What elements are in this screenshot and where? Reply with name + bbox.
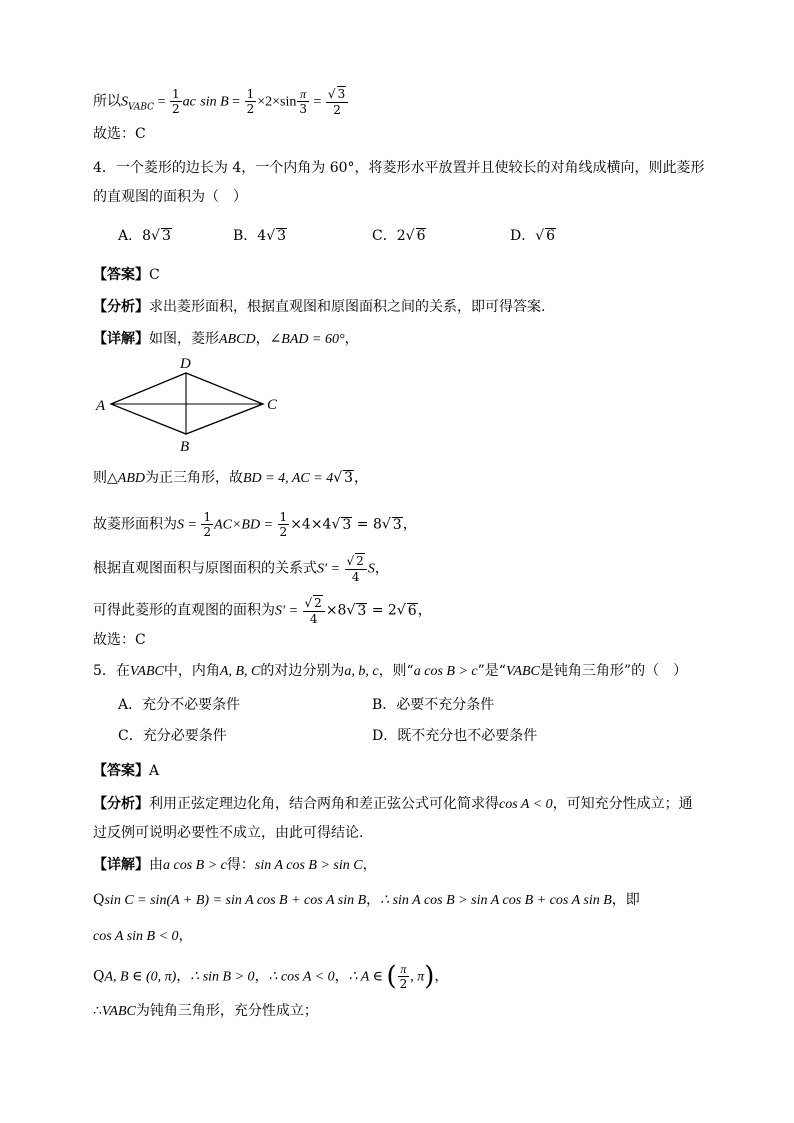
q4-option-a: A．8√ 3 [118,228,171,244]
option-label: C． [372,228,397,244]
text: ，则“ [378,663,414,679]
radicand: 3 [342,516,352,533]
q5-detail-2 [93,890,640,911]
numerator: 1 [203,510,212,524]
option-text: 必要不充分条件 [396,697,495,713]
option-label: A． [118,228,143,244]
fraction-pi-2 [398,962,410,991]
denominator: 4 [351,570,360,584]
text: ， [362,857,377,873]
q5-detail-4: QA, B ∈ (0, π)，∴ sin B > 0，∴ cos A < 0，∴ A ∈ ( $\frac{\pi}{2}$ , π)， [93,961,449,992]
analysis-tag: 【分析】 [93,299,149,315]
option-label: B． [233,228,258,244]
term: a cos B > c [163,858,227,873]
q4-stem-line-1: 4．一个菱形的边长为 4，一个内角为 60°，将菱形水平放置并且使较长的对角线成横向，则此菱形 [93,160,705,176]
choice-line-1: 故选：C [93,126,146,142]
term: ∴ A ∈ [348,969,387,985]
coefficient: 8 [142,228,152,244]
term: , π [410,969,425,985]
text: Q [93,892,105,908]
denominator: 2 [399,977,408,991]
fraction-root2-4: $\frac{√ 2}{4}$ [303,595,325,626]
option-label: A． [118,697,143,713]
radicand: 3 [344,470,354,486]
term: VABC [101,1004,136,1019]
text: ， [417,602,432,619]
radicand: 2 [356,554,364,568]
option-text: 既不充分也不必要条件 [397,728,538,744]
area-formula-line [93,86,349,118]
text: ， [176,968,191,985]
q5-option-b [372,695,494,715]
label-c: C [267,397,278,413]
term: S′ = [275,603,302,619]
text: 是钝角三角形”的（ ） [539,663,688,679]
q5-option-a [118,695,240,715]
option-text: 充分不必要条件 [142,697,241,713]
coefficient: 4 [257,228,267,244]
equals: = [310,94,325,110]
q4-analysis-line [93,297,545,317]
text: Q [93,968,105,985]
fraction-half-2 [245,87,257,116]
term: sin A cos B > sin C [254,858,363,873]
radicand: 2 [314,596,322,610]
q4-option-d: D．√ 6 [510,228,556,244]
term: = 2 [367,602,397,619]
radicand: 3 [357,602,367,619]
q5-analysis-line-2: 过反例可说明必要性不成立，由此可得结论. [93,825,364,841]
q4-step-2: 故菱形面积为S = $\frac{1}{2}$ AC×BD = $\frac{1}{2}$ ×4×4√ 3 = 8√ 3， [93,510,417,539]
q4-final-choice: 故选：C [93,632,146,648]
answer-value: C [149,267,160,283]
term: ∴ cos A < 0 [268,969,335,985]
term: AC×BD = [214,517,277,533]
q4-option-c: C．2√ 6 [372,228,426,244]
denominator: 2 [203,525,212,539]
equals: = [228,94,244,110]
answer-tag: 【答案】 [93,267,149,283]
fraction-half-2 [278,510,290,539]
text: 根据直观图面积与原图面积的关系式 [93,560,317,577]
q5-detail-1 [93,855,377,876]
q4-answer-line [93,265,160,285]
text: 中，内角 [163,663,220,679]
option-label: C． [118,728,143,744]
text: 可得此菱形的直观图的面积为 [93,602,275,619]
q5-option-d [372,726,537,746]
radicand: 3 [161,228,171,244]
text: 由 [149,857,163,873]
q4-step-3 [93,553,389,584]
denominator: 2 [246,102,255,116]
denominator: 2 [279,525,288,539]
term: sin B [200,94,229,110]
text: ∴ [93,1003,102,1019]
term: BD = 4, AC = 4 [243,471,334,486]
text: ， [374,560,389,577]
fraction-half [170,87,182,116]
text-prefix: 所以 [93,93,121,110]
label-a: A [96,398,106,414]
q4-step-1: 则△ABD为正三角形，故BD = 4, AC = 4√ 3， [93,470,369,486]
text: 如图，菱形 [149,331,219,347]
option-label: D． [372,728,398,744]
label-d: D [180,356,191,372]
term: A, B ∈ (0, π) [104,969,177,985]
text: ， [254,968,269,985]
denominator: 2 [171,102,180,116]
term: ABCD [219,332,256,347]
option-label: D． [510,228,536,244]
text: 5．在 [93,663,130,679]
numerator: 1 [171,87,180,101]
text: ， [255,331,270,347]
label-b: B [180,439,190,454]
term: cos A < 0 [499,797,553,812]
text: 利用正弦定理边化角，结合两角和差正弦公式可化简求得 [149,796,499,812]
fraction-root2-4: $\frac{√ 2}{4}$ [345,553,367,584]
fraction-pi-3 [297,87,309,116]
term: cos A sin B < 0 [93,929,179,944]
numerator: 1 [246,87,255,101]
term: sin C = sin(A + B) = sin A cos B + cos A sin B [104,893,367,908]
option-label: B． [372,697,397,713]
area-symbol: S [121,94,128,110]
q5-answer-line [93,761,159,781]
text: 的对边分别为 [260,663,345,679]
option-text: 充分必要条件 [142,728,227,744]
term: ABD [117,471,145,486]
term: S [367,561,375,577]
analysis-tag: 【分析】 [93,796,149,812]
q5-option-c [118,726,227,746]
denominator: 4 [309,612,318,626]
text: ，可知充分性成立；通 [552,796,693,812]
fraction-root3-2: $\frac{√ 3}{2}$ [326,86,348,117]
radicand: 3 [277,228,287,244]
answer-value: A [149,763,160,779]
subscript: VABC [128,102,155,113]
detail-tag: 【详解】 [93,857,149,873]
denominator: 2 [333,103,341,117]
text: 则△ [93,470,118,486]
radicand: 6 [416,228,426,244]
numerator: 1 [279,510,288,524]
text: ， [344,331,359,347]
text: ，即 [611,892,640,908]
term: ∴ sin B > 0 [190,969,255,985]
answer-tag: 【答案】 [93,763,149,779]
q5-detail-3 [93,926,193,947]
term: ×8 [325,602,347,619]
denominator: 3 [299,102,307,116]
coefficient: 2 [396,228,406,244]
term: ×4×4 [290,516,332,533]
radicand: 3 [337,87,346,101]
detail-tag: 【详解】 [93,331,149,347]
rhombus-figure [93,354,293,454]
q4-step-4: 可得此菱形的直观图的面积为S′ = $\frac{√ 2}{4}$ ×8√ 3 = 2√ 6， [93,596,432,626]
text: ， [354,470,369,486]
analysis-text: 求出菱形面积，根据直观图和原图面积之间的关系，即可得答案. [149,299,546,315]
numerator: π [398,962,410,977]
term: a, b, c [344,664,379,679]
q5-detail-5 [93,1001,318,1022]
term: VABC [129,664,164,679]
text: ”是“ [477,663,506,679]
radicand: 6 [407,602,417,619]
text: ， [334,968,349,985]
text: ， [178,928,193,944]
q4-stem-line-2: 的直观图的面积为（ ） [93,189,247,205]
q4-detail-line [93,329,359,350]
fraction-half [201,510,213,539]
text: 故菱形面积为 [93,516,177,533]
q5-stem [93,661,687,682]
numerator: π [297,87,309,102]
term: S′ = [317,561,344,577]
term: ∴ sin A cos B > sin A cos B + cos A sin B [380,893,612,908]
text: 为正三角形，故 [145,470,243,486]
text: 为钝角三角形，充分性成立； [135,1003,318,1019]
q5-analysis-line-1 [93,794,693,815]
text: 得： [226,857,255,873]
term: ac [182,94,196,110]
term: ×2×sin [257,94,297,110]
text: ， [402,516,417,533]
term: a cos B > c [413,664,478,679]
text: ， [366,892,381,908]
term: = 8 [352,516,382,533]
term: A, B, C [219,664,261,679]
term: VABC [505,664,540,679]
radicand: 6 [546,228,556,244]
q4-option-b: B．4√ 3 [233,228,287,244]
term: ∠BAD = 60° [269,332,345,347]
equals: = [154,94,169,110]
radicand: 3 [392,516,402,533]
term: S = [177,517,201,533]
text: ， [434,968,449,985]
